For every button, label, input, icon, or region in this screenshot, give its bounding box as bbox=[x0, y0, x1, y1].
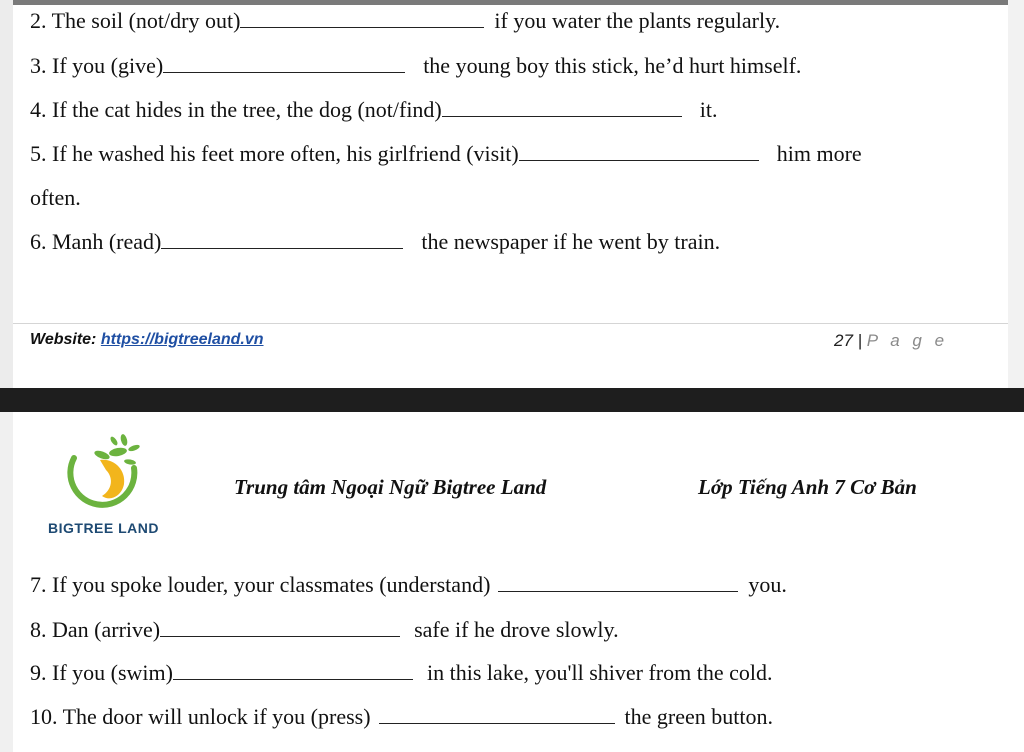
bigtree-logo-icon bbox=[52, 430, 162, 520]
page-separator bbox=[0, 388, 1024, 412]
item-7-rest: you. bbox=[748, 572, 787, 597]
item-3-prompt: 3. If you (give) bbox=[30, 53, 164, 78]
page-number bbox=[834, 331, 948, 351]
item-4-prompt: 4. If the cat hides in the tree, the dog (not/find) bbox=[30, 97, 442, 122]
item-6-rest: the newspaper if he went by train. bbox=[421, 229, 721, 254]
footer-website bbox=[30, 331, 264, 349]
item-2-rest: if you water the plants regularly. bbox=[494, 8, 781, 33]
page-gutter-left bbox=[0, 0, 13, 388]
answer-blank-9[interactable] bbox=[173, 661, 413, 680]
exercise-item-2 bbox=[30, 8, 780, 34]
item-6-prompt: 6. Manh (read) bbox=[30, 229, 162, 254]
page-gutter-right bbox=[1008, 0, 1024, 388]
website-label: Website: bbox=[30, 331, 97, 348]
exercise-item-5-continuation bbox=[30, 185, 81, 211]
item-7-prompt: 7. If you spoke louder, your classmates (understand) bbox=[30, 572, 491, 597]
item-8-prompt: 8. Dan (arrive) bbox=[30, 617, 161, 642]
item-10-prompt: 10. The door will unlock if you (press) bbox=[30, 704, 371, 729]
exercise-item-6 bbox=[30, 229, 720, 255]
header-right-title: Lớp Tiếng Anh 7 Cơ Bản bbox=[698, 475, 917, 499]
exercise-item-8 bbox=[30, 617, 619, 643]
answer-blank-8[interactable] bbox=[160, 618, 400, 637]
item-4-rest: it. bbox=[699, 97, 718, 122]
item-5-prompt: 5. If he washed his feet more often, his girlfriend (visit) bbox=[30, 141, 519, 166]
item-2-prompt: 2. The soil (not/dry out) bbox=[30, 8, 241, 33]
page-word: P a g e bbox=[866, 331, 949, 350]
page-number-value: 27 | bbox=[834, 331, 863, 350]
website-link[interactable]: https://bigtreeland.vn bbox=[100, 331, 264, 348]
exercise-item-5 bbox=[30, 141, 862, 167]
answer-blank-3[interactable] bbox=[163, 54, 405, 73]
item-10-rest: the green button. bbox=[624, 704, 774, 729]
exercise-item-10 bbox=[30, 704, 773, 730]
footer-divider bbox=[13, 323, 1008, 324]
answer-blank-2[interactable] bbox=[240, 9, 484, 28]
item-5-rest: him more bbox=[776, 141, 862, 166]
header-center-title: Trung tâm Ngoại Ngữ Bigtree Land bbox=[234, 475, 547, 499]
item-8-rest: safe if he drove slowly. bbox=[414, 617, 619, 642]
top-edge bbox=[0, 0, 1024, 5]
answer-blank-10[interactable] bbox=[379, 705, 615, 724]
item-5-continuation: often. bbox=[30, 185, 81, 210]
page-gutter-left-lower bbox=[0, 412, 13, 752]
item-3-rest: the young boy this stick, he’d hurt himself. bbox=[423, 53, 802, 78]
answer-blank-5[interactable] bbox=[519, 142, 759, 161]
answer-blank-6[interactable] bbox=[161, 230, 403, 249]
answer-blank-7[interactable] bbox=[498, 573, 738, 592]
item-9-rest: in this lake, you'll shiver from the cold. bbox=[426, 660, 773, 685]
logo-wordmark: BIGTREE LAND bbox=[48, 520, 159, 536]
answer-blank-4[interactable] bbox=[442, 98, 682, 117]
exercise-item-9 bbox=[30, 660, 773, 686]
exercise-item-3 bbox=[30, 53, 801, 79]
exercise-item-4 bbox=[30, 97, 718, 123]
exercise-item-7 bbox=[30, 572, 787, 598]
item-9-prompt: 9. If you (swim) bbox=[30, 660, 173, 685]
